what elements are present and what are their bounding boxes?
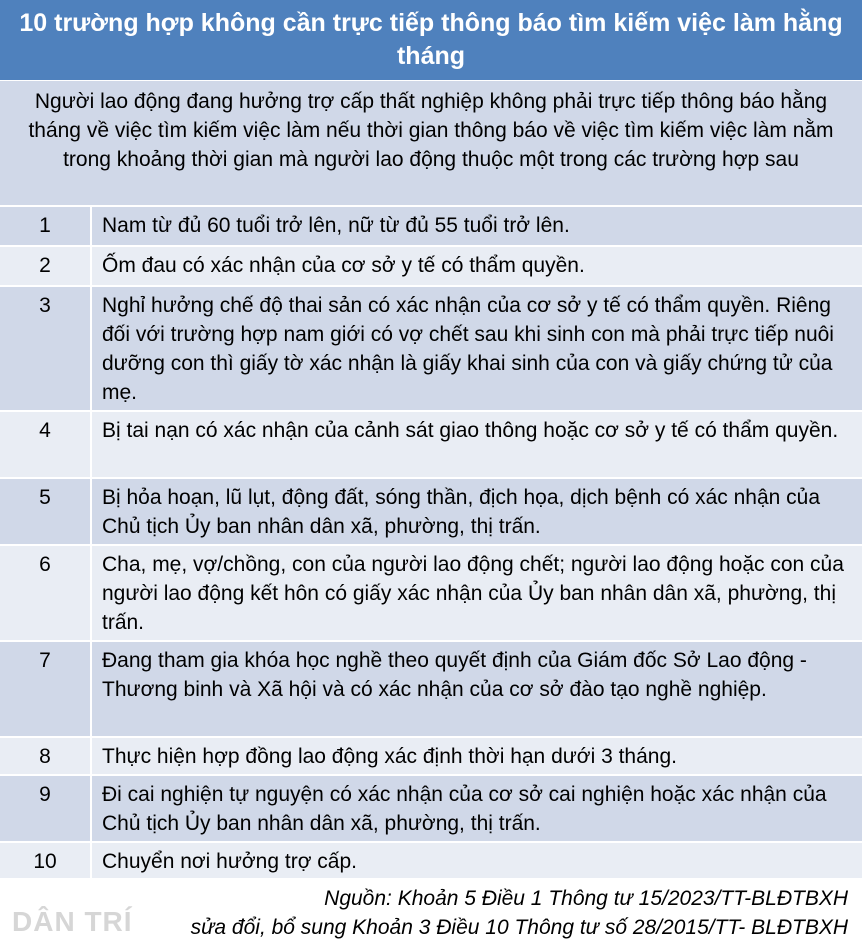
row-text: Bị hỏa hoạn, lũ lụt, động đất, sóng thần, địch họa, dịch bệnh có xác nhận của Chủ tịch Ủy ban nhân dân xã, phường, thị trấn. [102,486,821,538]
table-row [0,205,862,245]
row-number: 4 [0,412,92,477]
row-text: Nam từ đủ 60 tuổi trở lên, nữ từ đủ 55 tuổi trở lên. [102,214,570,237]
row-text: Nghỉ hưởng chế độ thai sản có xác nhận của cơ sở y tế có thẩm quyền. Riêng đối với trường hợp nam giới có vợ chết sau khi sinh con mà phải trực tiếp nuôi dưỡng con thì giấy tờ xác nhận là giấy khai sinh của con và giấy chứng tử của mẹ. [102,294,834,404]
row-text: Thực hiện hợp đồng lao động xác định thời hạn dưới 3 tháng. [102,745,677,768]
table-row [0,544,862,640]
row-number: 10 [0,843,92,878]
table-row [0,285,862,410]
dantri-watermark-logo: DÂN TRÍ [12,906,133,937]
row-number: 7 [0,642,92,736]
source-line-2: sửa đổi, bổ sung Khoản 3 Điều 10 Thông tư số 28/2015/TT- BLĐTBXH [190,916,848,939]
row-text: Ốm đau có xác nhận của cơ sở y tế có thẩm quyền. [102,254,585,277]
row-number: 1 [0,207,92,245]
table-row [0,774,862,841]
row-text: Đang tham gia khóa học nghề theo quyết định của Giám đốc Sở Lao động - Thương binh và Xã hội và có xác nhận của cơ sở đào tạo nghề nghiệp. [102,649,807,701]
table-row [0,245,862,285]
row-number: 2 [0,247,92,285]
table-row [0,841,862,878]
table-row [0,640,862,736]
row-number: 8 [0,738,92,774]
row-text: Đi cai nghiện tự nguyện có xác nhận của cơ sở cai nghiện hoặc xác nhận của Chủ tịch Ủy ban nhân dân xã, phường, thị trấn. [102,783,827,835]
source-line-1: Nguồn: Khoản 5 Điều 1 Thông tư 15/2023/TT-BLĐTBXH [324,887,848,910]
table-row [0,477,862,544]
table-row [0,410,862,477]
table-title: 10 trường hợp không cần trực tiếp thông báo tìm kiếm việc làm hằng tháng [0,0,862,80]
row-number: 9 [0,776,92,841]
table-row [0,736,862,774]
row-text: Chuyển nơi hưởng trợ cấp. [102,850,357,873]
row-number: 5 [0,479,92,544]
row-number: 3 [0,287,92,410]
table-intro: Người lao động đang hưởng trợ cấp thất nghiệp không phải trực tiếp thông báo hằng tháng về việc tìm kiếm việc làm nếu thời gian thông báo về việc tìm kiếm việc làm nằm trong khoảng thời gian mà người lao động thuộc một trong các trường hợp sau [0,81,862,205]
row-number: 6 [0,546,92,640]
row-text: Bị tai nạn có xác nhận của cảnh sát giao thông hoặc cơ sở y tế có thẩm quyền. [102,419,839,442]
row-text: Cha, mẹ, vợ/chồng, con của người lao động chết; người lao động hoặc con của người lao động kết hôn có giấy xác nhận của Ủy ban nhân dân xã, phường, thị trấn. [102,553,844,634]
